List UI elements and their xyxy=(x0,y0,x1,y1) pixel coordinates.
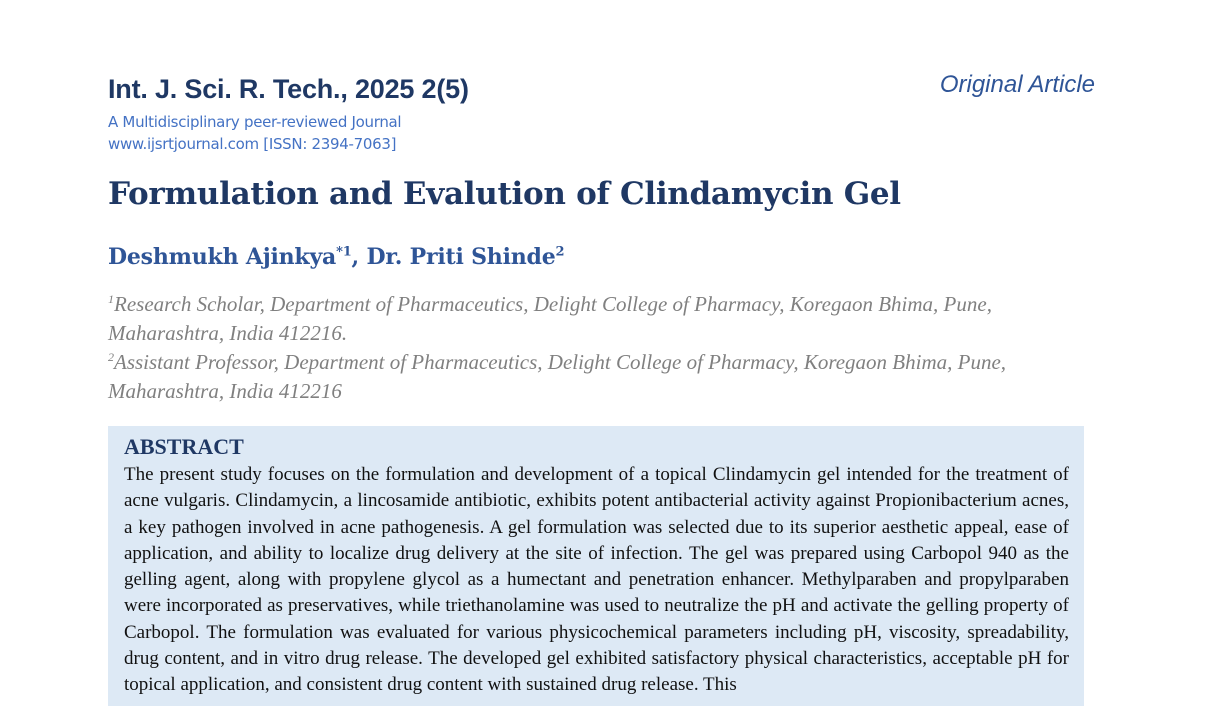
affiliation xyxy=(108,285,1098,348)
affiliation xyxy=(108,343,1098,406)
journal-tagline: A Multidisciplinary peer-reviewed Journal xyxy=(108,113,402,131)
journal-title: Int. J. Sci. R. Tech., 2025 2(5) xyxy=(108,74,469,104)
author-name: Deshmukh Ajinkya xyxy=(108,244,337,270)
abstract-body: The present study focuses on the formulation and development of a topical Clindamycin gel intended for the treatment of acne vulgaris. Clindamycin, a lincosamide antibiotic, exhibits potent antibacterial activity against Propionibacterium acnes, a key pathogen involved in acne pathogenesis. A gel formulation was selected due to its superior aesthetic appeal, ease of application, and ability to localize drug delivery at the site of infection. The gel was prepared using Carbopol 940 as the gelling agent, along with propylene glycol as a humectant and penetration enhancer. Methylparaben and propylparaben were incorporated as preservatives, while triethanolamine was used to neutralize the pH and activate the gelling property of Carbopol. The formulation was evaluated for various physicochemical parameters including pH, viscosity, spreadability, drug content, and in vitro drug release. The developed gel exhibited satisfactory physical characteristics, acceptable pH for topical application, and consistent drug content with sustained drug release. This xyxy=(124,464,1069,696)
affiliation-text: Research Scholar, Department of Pharmaceutics, Delight College of Pharmacy, Koregaon Bhima, Pune, Maharashtra, India 412216. xyxy=(108,292,992,345)
author-separator: , xyxy=(351,244,367,270)
article-type-label: Original Article xyxy=(939,71,1095,98)
author-marks: 2 xyxy=(555,244,565,260)
abstract-heading: ABSTRACT xyxy=(124,434,244,459)
journal-url-issn[interactable]: www.ijsrtjournal.com [ISSN: 2394-7063] xyxy=(108,135,397,153)
author-list xyxy=(108,244,564,270)
affiliation-number: 1 xyxy=(108,292,114,306)
abstract-box xyxy=(108,426,1084,706)
affiliation-number: 2 xyxy=(108,350,114,364)
paper-title: Formulation and Evalution of Clindamycin Gel xyxy=(108,176,901,212)
affiliation-text: Assistant Professor, Department of Pharmaceutics, Delight College of Pharmacy, Koregaon Bhima, Pune, Maharashtra, India 412216 xyxy=(108,350,1007,403)
author-marks: *1 xyxy=(336,244,352,260)
author-name: Dr. Priti Shinde xyxy=(366,244,556,270)
